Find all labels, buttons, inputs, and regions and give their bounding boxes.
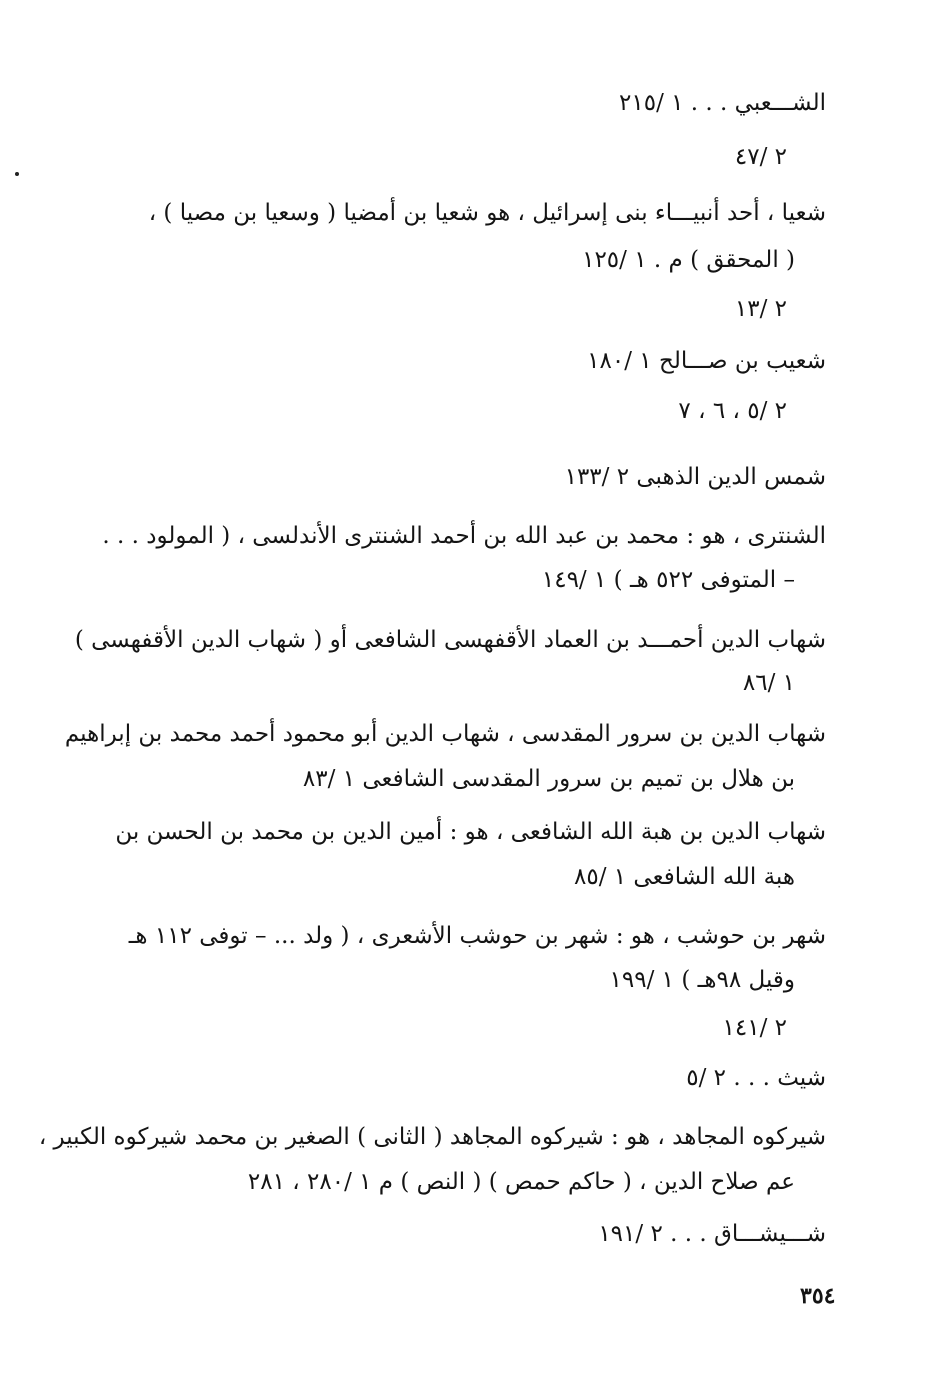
index-entry: شيركوه المجاهد ، هو : شيركوه المجاهد ( الثانى ) الصغير بن محمد شيركوه الكبير ، (38, 1124, 826, 1150)
index-entry-cont: ٢ /٤٧ (734, 144, 787, 170)
index-entry-cont: هبة الله الشافعى ١ /٨٥ (573, 864, 795, 890)
index-entry: شيث . . . ٢ /٥ (686, 1065, 826, 1091)
index-entry: الشنترى ، هو : محمد بن عبد الله بن أحمد الشنترى الأندلسى ، ( المولود . . . (102, 523, 826, 549)
index-entry-cont: – المتوفى ٥٢٢ هـ ) ١ /١٤٩ (541, 567, 795, 593)
index-entry: شهر بن حوشب ، هو : شهر بن حوشب الأشعرى ، ( ولد ... – توفى ١١٢ هـ (128, 923, 826, 949)
index-entry-cont: ٢ /١٣ (734, 296, 787, 322)
index-entry-cont: ١ /٨٦ (742, 670, 795, 696)
index-entry-cont: وقيل ٩٨هـ ) ١ /١٩٩ (609, 967, 795, 993)
scan-speck (15, 172, 19, 176)
index-entry: شهاب الدين أحمـــد بن العماد الأقفهسى الشافعى أو ( شهاب الدين الأقفهسى ) (74, 627, 826, 653)
index-entry-cont: عم صلاح الدين ، ( حاكم حمص ) ( النص ) م ١ /٢٨٠ ، ٢٨١ (247, 1169, 795, 1195)
index-entry: شمس الدين الذهبى ٢ /١٣٣ (564, 464, 826, 490)
index-entry-cont: بن هلال بن تميم بن سرور المقدسى الشافعى ١ /٨٣ (302, 766, 795, 792)
index-entry-cont: ( المحقق ) م . ١ /١٢٥ (582, 247, 795, 273)
index-entry: شهاب الدين بن هبة الله الشافعى ، هو : أمين الدين بن محمد بن الحسن بن (115, 819, 826, 845)
index-entry: الشـــعبي . . . ١ /٢١٥ (619, 90, 826, 116)
index-entry: شعيا ، أحد أنبيـــاء بنى إسرائيل ، هو شعيا بن أمضيا ( وسعيا بن مصيا ) ، (148, 200, 826, 226)
index-entry-cont: ٢ /١٤١ (722, 1015, 787, 1041)
page-number: ٣٥٤ (800, 1283, 836, 1309)
index-entry: شعيب بن صـــالح ١ /١٨٠ (587, 348, 826, 374)
index-entry: شـــيشـــاق . . . ٢ /١٩١ (598, 1221, 826, 1247)
index-entry-cont: ٢ /٥ ، ٦ ، ٧ (678, 398, 787, 424)
index-entry: شهاب الدين بن سرور المقدسى ، شهاب الدين أبو محمود أحمد محمد بن إبراهيم (64, 721, 826, 747)
